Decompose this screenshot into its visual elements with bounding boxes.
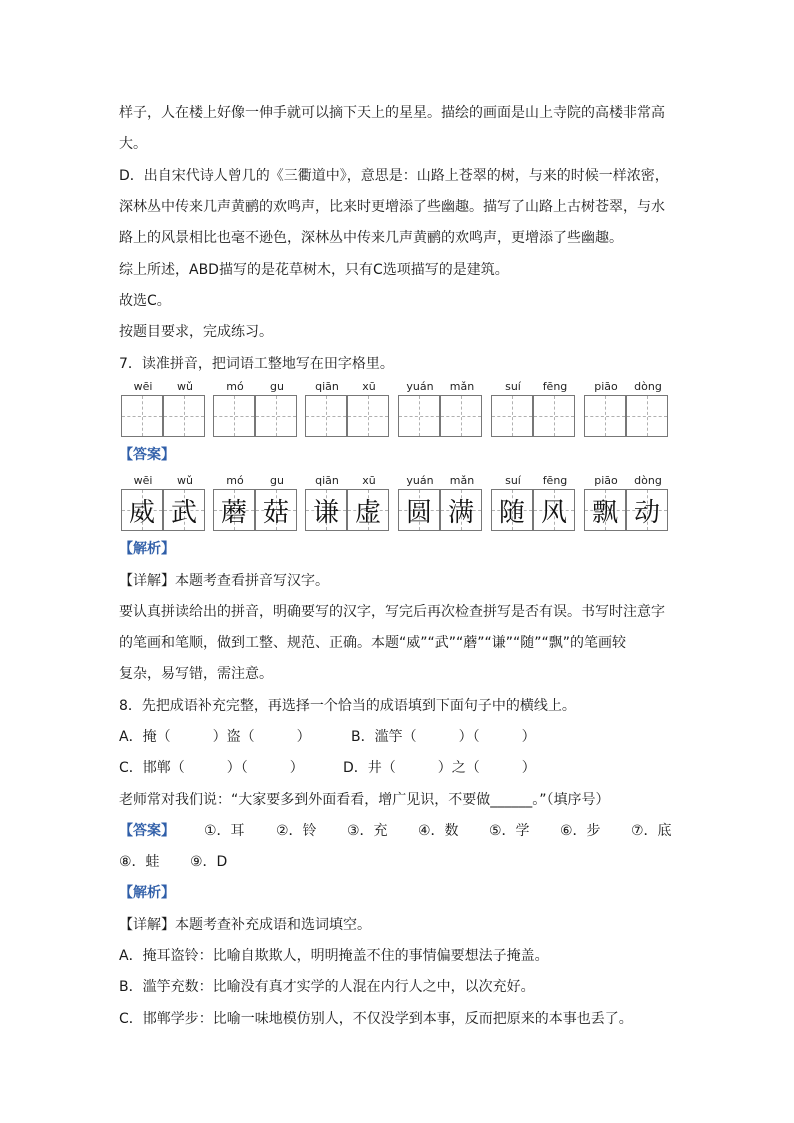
- pinyin: fēng: [542, 474, 568, 487]
- pinyin: wēi: [133, 474, 153, 487]
- text-line: 的笔画和笔顺，做到工整、规范、正确。本题“威”“武”“蘑”“谦”“随”“飘”的笔画较: [119, 635, 627, 651]
- pinyin: gu: [270, 474, 284, 487]
- answer-item: ⑤．学: [489, 823, 530, 839]
- answer-char: 满: [447, 497, 474, 528]
- text-line: 故选C。: [119, 293, 171, 309]
- tianzige-cell: [347, 489, 389, 531]
- pinyin: mǎn: [449, 380, 475, 393]
- pinyin: qiān: [315, 380, 339, 393]
- answer-item: ③．充: [347, 823, 388, 839]
- tianzige-cell[interactable]: [347, 395, 389, 437]
- tianzige-cell[interactable]: [533, 395, 575, 437]
- tianzige-cell[interactable]: [213, 395, 255, 437]
- option-b: B．滥竽（ ）（ ）: [351, 729, 536, 745]
- answer-item: ②．铃: [276, 823, 317, 839]
- pinyin: mǎn: [449, 474, 475, 487]
- answer-tag: 【答案】: [119, 823, 175, 839]
- pinyin: xū: [362, 474, 376, 487]
- answer-char: 谦: [312, 497, 339, 528]
- pinyin: mó: [226, 380, 244, 393]
- option-c: C．邯郸（ ）（ ）: [119, 760, 304, 776]
- answer-tag: 【答案】: [119, 447, 175, 463]
- detail-text: 本题考查补充成语和选词填空。: [175, 917, 371, 933]
- answer-item: ⑧．蛙: [119, 854, 160, 870]
- text-line: 按题目要求，完成练习。: [119, 324, 273, 340]
- text-line: D．出自宋代诗人曾几的《三衢道中》，意思是：山路上苍翠的树，与来的时候一样浓密，: [119, 168, 669, 184]
- tianzige-cell: [255, 489, 297, 531]
- answer-char: 菇: [262, 497, 289, 528]
- tianzige-cell: [213, 489, 255, 531]
- tianzige-cell[interactable]: [584, 395, 626, 437]
- tianzige-cell: [121, 489, 163, 531]
- answer-char: 虚: [354, 497, 381, 528]
- pinyin: wǔ: [177, 474, 193, 487]
- text-line: B．滥竽充数：比喻没有真才实学的人混在内行人之中，以次充好。: [119, 979, 535, 995]
- pinyin: dòng: [634, 474, 662, 487]
- answer-item: ⑦．底: [631, 823, 672, 839]
- text-line: A．掩耳盗铃：比喻自欺欺人，明明掩盖不住的事情偏要想法子掩盖。: [119, 948, 549, 964]
- text-line: 大。: [119, 136, 147, 152]
- tianzige-cell[interactable]: [305, 395, 347, 437]
- text-line: 样子，人在楼上好像一伸手就可以摘下天上的星星。描绘的画面是山上寺院的高楼非常高: [119, 105, 665, 121]
- detail-tag: 【详解】: [119, 573, 175, 589]
- pinyin: piāo: [594, 380, 618, 393]
- option-a: A．掩（ ）盗（ ）: [119, 729, 311, 745]
- detail-tag: 【详解】: [119, 917, 175, 933]
- tianzige-cell[interactable]: [440, 395, 482, 437]
- pinyin: wǔ: [177, 380, 193, 393]
- question-8-title: 8．先把成语补充完整，再选择一个恰当的成语填到下面句子中的横线上。: [119, 698, 576, 714]
- answer-item: ⑨．D: [190, 854, 228, 870]
- answer-char: 飘: [591, 497, 618, 528]
- tianzige-cell: [626, 489, 668, 531]
- pinyin: suí: [505, 474, 521, 487]
- tianzige-cell: [398, 489, 440, 531]
- text-line: 深林丛中传来几声黄鹂的欢鸣声，比来时更增添了些幽趣。描写了山路上古树苍翠，与水: [119, 199, 665, 215]
- fill-sentence: 老师常对我们说：“大家要多到外面看看，增广见识，不要做______。”（填序号）: [119, 792, 610, 808]
- tianzige-cell[interactable]: [163, 395, 205, 437]
- pinyin: mó: [226, 474, 244, 487]
- pinyin: yuán: [406, 474, 434, 487]
- answer-char: 蘑: [220, 497, 247, 528]
- tianzige-cell[interactable]: [491, 395, 533, 437]
- tianzige-cell: [163, 489, 205, 531]
- pinyin: fēng: [542, 380, 568, 393]
- tianzige-cell: [440, 489, 482, 531]
- pinyin: suí: [505, 380, 521, 393]
- answer-item: ④．数: [418, 823, 459, 839]
- text-line: 综上所述，ABD描写的是花草树木，只有C选项描写的是建筑。: [119, 262, 509, 278]
- pinyin: wēi: [133, 380, 153, 393]
- pinyin: piāo: [594, 474, 618, 487]
- analysis-tag: 【解析】: [119, 541, 175, 557]
- pinyin: gu: [270, 380, 284, 393]
- answer-item: ①．耳: [204, 823, 245, 839]
- answer-char: 动: [633, 497, 660, 528]
- answer-char: 随: [498, 497, 525, 528]
- tianzige-cell: [491, 489, 533, 531]
- tianzige-cell[interactable]: [121, 395, 163, 437]
- answer-char: 风: [540, 497, 567, 528]
- pinyin: xū: [362, 380, 376, 393]
- answer-char: 圆: [405, 497, 432, 528]
- pinyin: yuán: [406, 380, 434, 393]
- text-line: 要认真拼读给出的拼音，明确要写的汉字，写完后再次检查拼写是否有误。书写时注意字: [119, 604, 665, 620]
- answer-char: 威: [128, 497, 155, 528]
- answer-char: 武: [170, 497, 197, 528]
- detail-line: [119, 571, 329, 591]
- tianzige-cell: [533, 489, 575, 531]
- tianzige-cell[interactable]: [255, 395, 297, 437]
- text-line: 复杂，易写错，需注意。: [119, 666, 273, 682]
- analysis-tag: 【解析】: [119, 885, 175, 901]
- detail-line: [119, 915, 371, 935]
- question-7-title: 7．读准拼音，把词语工整地写在田字格里。: [119, 356, 394, 372]
- pinyin: qiān: [315, 474, 339, 487]
- text-line: 路上的风景相比也毫不逊色，深林丛中传来几声黄鹂的欢鸣声，更增添了些幽趣。: [119, 230, 623, 246]
- detail-text: 本题考查看拼音写汉字。: [175, 573, 329, 589]
- pinyin: dòng: [634, 380, 662, 393]
- tianzige-cell[interactable]: [398, 395, 440, 437]
- tianzige-cell[interactable]: [626, 395, 668, 437]
- option-d: D．井（ ）之（ ）: [343, 760, 536, 776]
- tianzige-cell: [305, 489, 347, 531]
- answer-item: ⑥．步: [560, 823, 601, 839]
- tianzige-cell: [584, 489, 626, 531]
- text-line: C．邯郸学步：比喻一味地模仿别人，不仅没学到本事，反而把原来的本事也丢了。: [119, 1011, 633, 1027]
